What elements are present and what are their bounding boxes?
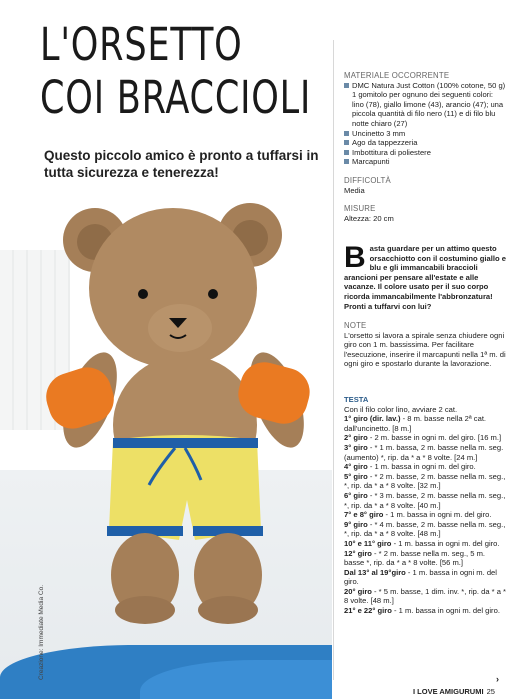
instruction-row bbox=[344, 539, 506, 549]
round-text: - * 2 m. basse nella m. seg., 5 m. basse *, rip. da * a * 8 volte. [56 m.] bbox=[344, 548, 486, 568]
materials-section bbox=[344, 71, 506, 167]
round-label: 9° giro bbox=[344, 519, 368, 529]
notes-text: L'orsetto si lavora a spirale senza chiudere ogni giro con 1 m. bassissima. Per facilitare l'esecuzione, inserire il marcapunti nella 1ª m. di ogni giro e spostarlo durante la lavorazione. bbox=[344, 330, 506, 369]
magazine-name: I LOVE AMIGURUMI bbox=[413, 687, 484, 696]
round-text: - * 1 m. bassa, 2 m. basse nella m. seg. (aumento) *, rip. da * a * 8 volte. [24 m.] bbox=[344, 442, 504, 462]
measures-value: Altezza: 20 cm bbox=[344, 213, 394, 223]
bullet-square-icon bbox=[344, 140, 349, 145]
material-item bbox=[344, 157, 506, 167]
instruction-row bbox=[344, 606, 506, 616]
material-item bbox=[344, 81, 506, 129]
instruction-row bbox=[344, 414, 506, 433]
round-text: - 2 m. basse in ogni m. del giro. [16 m.] bbox=[367, 433, 502, 443]
round-label: 4° giro bbox=[344, 462, 368, 472]
round-text: - 1 m. bassa in ogni m. del giro. bbox=[391, 538, 500, 548]
round-text: - * 2 m. basse, 2 m. basse nella m. seg., *, rip. da * a * 8 volte. [32 m.] bbox=[344, 471, 506, 491]
materials-label: MATERIALE OCCORRENTE bbox=[344, 71, 450, 80]
subtitle: Questo piccolo amico è pronto a tuffarsi in tutta sicurezza e tenerezza! bbox=[44, 148, 319, 180]
round-text: - 1 m. bassa in ogni m. del giro. bbox=[391, 606, 500, 616]
next-page-arrow[interactable]: › bbox=[496, 674, 499, 684]
notes-section bbox=[344, 321, 506, 369]
material-item bbox=[344, 148, 506, 158]
materials-list bbox=[344, 81, 506, 167]
material-text: Imbottitura di poliestere bbox=[352, 147, 431, 157]
bullet-square-icon bbox=[344, 83, 349, 88]
title-line-2: COI BRACCIOLI bbox=[40, 71, 312, 124]
round-label: 20° giro bbox=[344, 586, 372, 596]
difficulty-value: Media bbox=[344, 185, 365, 195]
round-text: - * 3 m. basse, 2 m. basse nella m. seg., *, rip. da * a * 8 volte. [40 m.] bbox=[344, 490, 506, 510]
round-label: 10° e 11° giro bbox=[344, 538, 392, 548]
notes-label: NOTE bbox=[344, 321, 367, 330]
round-label: 5° giro bbox=[344, 471, 368, 481]
instruction-row bbox=[344, 443, 506, 462]
intro-text: asta guardare per un attimo questo orsacchiotto con il costumino giallo e blu e gli immancabili braccioli arancioni per pensare all'estate e alle vacanze. Il colore usato per il suo corpo ricorda immancabilmente l'abbronzatura! Pronti a tuffarvi con lui? bbox=[344, 244, 506, 311]
bullet-square-icon bbox=[344, 131, 349, 136]
material-text: Uncinetto 3 mm bbox=[352, 128, 406, 138]
round-label: 12° giro bbox=[344, 548, 372, 558]
bullet-square-icon bbox=[344, 150, 349, 155]
head-label: TESTA bbox=[344, 395, 369, 404]
round-text: - * 4 m. basse, 2 m. basse nella m. seg., *, rip. da * a * 8 volte. [48 m.] bbox=[344, 519, 506, 539]
material-item bbox=[344, 129, 506, 139]
photo-credit: Creazione: Immediate Media Co. bbox=[38, 584, 45, 680]
drop-cap: B bbox=[344, 241, 366, 274]
crochet-bear-illustration bbox=[45, 200, 330, 640]
round-label: 1° giro (dir. lav.) bbox=[344, 414, 401, 424]
round-label: 2° giro bbox=[344, 433, 368, 443]
round-label: 6° giro bbox=[344, 490, 368, 500]
instruction-row bbox=[344, 510, 506, 520]
instruction-row bbox=[344, 568, 506, 587]
instruction-row bbox=[344, 520, 506, 539]
page-title bbox=[40, 18, 311, 124]
round-text: - 1 m. bassa in ogni m. del giro. bbox=[383, 510, 492, 520]
instruction-row bbox=[344, 491, 506, 510]
difficulty-label: DIFFICOLTÀ bbox=[344, 176, 391, 185]
round-text: - 1 m. bassa in ogni m. del giro. bbox=[344, 567, 497, 587]
round-text: - 8 m. basse nella 2ª cat. dall'uncinetto. [8 m.] bbox=[344, 414, 487, 433]
instruction-row bbox=[344, 472, 506, 491]
instruction-row bbox=[344, 462, 506, 472]
head-section bbox=[344, 395, 506, 616]
column-divider bbox=[333, 40, 334, 680]
instruction-row bbox=[344, 549, 506, 568]
material-text: DMC Natura Just Cotton (100% cotone, 50 g) 1 gomitolo per ognuno dei seguenti colori: lino (78), giallo limone (43), arancio (47); una piccola quantità di filo nero (11) e di filo blu notte chiaro (27) bbox=[352, 80, 506, 128]
round-label: Dal 13° al 19°giro bbox=[344, 567, 406, 577]
round-label: 7° e 8° giro bbox=[344, 510, 384, 520]
difficulty-section bbox=[344, 176, 506, 195]
measures-label: MISURE bbox=[344, 204, 376, 213]
page-number: 25 bbox=[486, 687, 495, 696]
material-item bbox=[344, 138, 506, 148]
instruction-row bbox=[344, 433, 506, 443]
measures-section bbox=[344, 204, 506, 223]
head-rows bbox=[344, 414, 506, 615]
material-text: Marcapunti bbox=[352, 157, 390, 167]
head-intro: Con il filo color lino, avviare 2 cat. bbox=[344, 404, 458, 414]
instruction-row bbox=[344, 587, 506, 606]
round-text: - 1 m. bassa in ogni m. del giro. bbox=[367, 462, 476, 472]
page-footer bbox=[413, 687, 495, 696]
bullet-square-icon bbox=[344, 159, 349, 164]
intro-paragraph bbox=[344, 241, 506, 311]
round-label: 3° giro bbox=[344, 442, 368, 452]
title-line-1: L'ORSETTO bbox=[40, 18, 243, 71]
round-text: - * 5 m. basse, 1 dim. inv. *, rip. da * a * 8 volte. [48 m.] bbox=[344, 586, 507, 606]
round-label: 21° e 22° giro bbox=[344, 606, 392, 616]
material-text: Ago da tappezzeria bbox=[352, 138, 418, 148]
